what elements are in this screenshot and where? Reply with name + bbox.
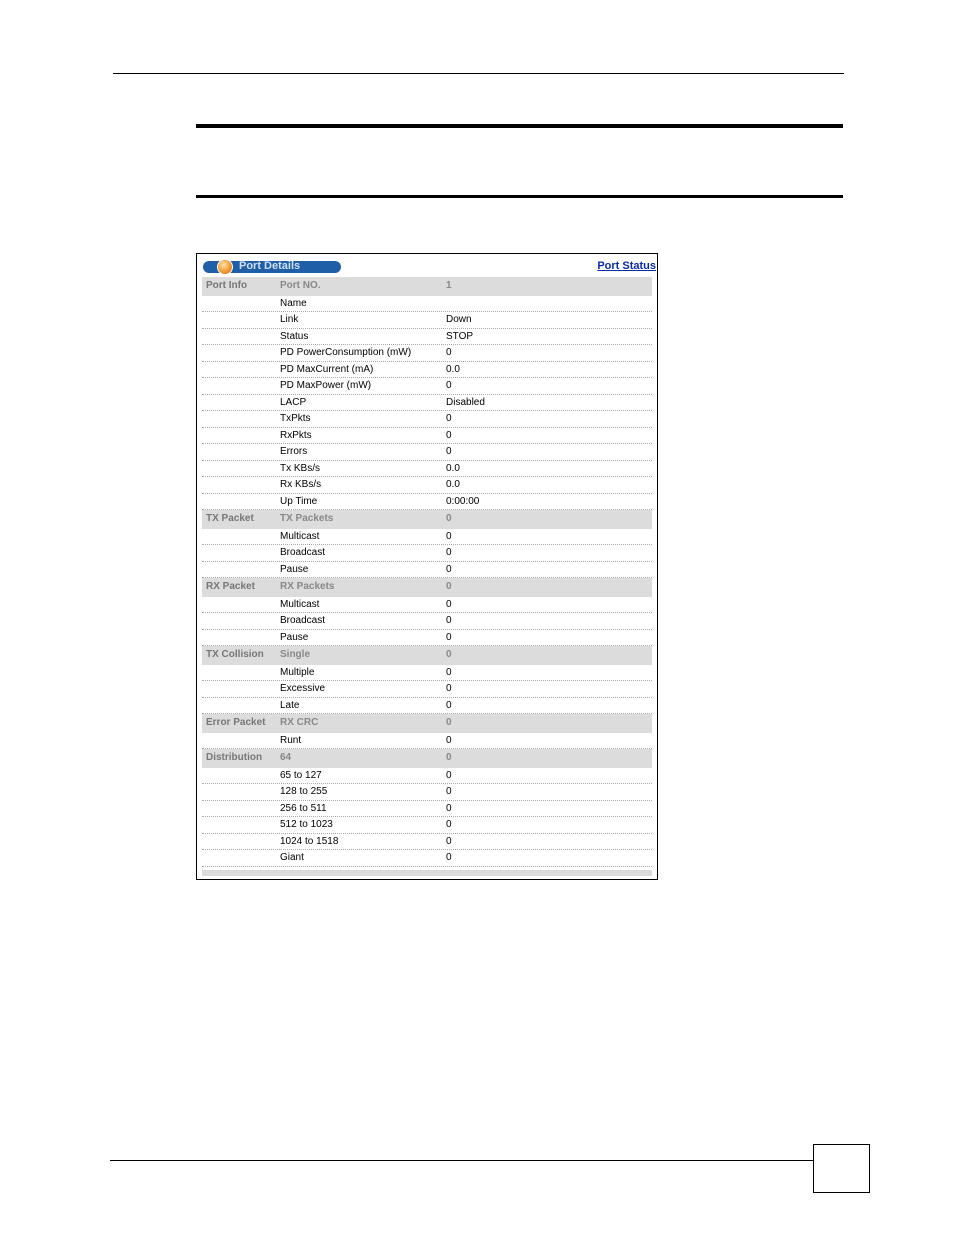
- row-field-value: 0: [446, 446, 452, 457]
- table-section-row: [202, 646, 652, 665]
- row-field-value: 0: [446, 802, 452, 814]
- row-field-label: Status: [280, 330, 309, 342]
- row-field-label: Rx KBs/s: [280, 479, 322, 490]
- row-field-value: 0: [446, 547, 452, 558]
- row-field-value: 0: [446, 347, 452, 358]
- row-field-label: Runt: [280, 734, 302, 746]
- row-field-label: Port NO.: [280, 280, 321, 291]
- row-field-label: Broadcast: [280, 547, 326, 558]
- row-group-label: TX Collision: [206, 649, 264, 660]
- row-field-value: 0: [446, 699, 452, 711]
- row-field-value: 0.0: [446, 363, 460, 375]
- port-status-link[interactable]: Port Status: [597, 260, 656, 272]
- row-field-label: Pause: [280, 631, 309, 643]
- row-field-value: 0: [446, 413, 452, 424]
- footer-rule: [110, 1160, 814, 1161]
- row-group-label: Port Info: [206, 280, 248, 291]
- table-row: [202, 545, 652, 562]
- table-row: [202, 698, 652, 715]
- row-field-label: Multicast: [280, 598, 320, 610]
- table-row: [202, 411, 652, 428]
- row-field-label: Pause: [280, 563, 309, 575]
- row-field-label: 512 to 1023: [280, 819, 333, 830]
- table-row: [202, 345, 652, 362]
- row-field-label: Late: [280, 699, 300, 711]
- table-row: [202, 395, 652, 412]
- row-field-value: Down: [446, 314, 472, 325]
- table-row: [202, 428, 652, 445]
- row-field-value: 0: [446, 717, 452, 728]
- row-field-value: 0: [446, 615, 452, 626]
- row-field-value: 0: [446, 752, 452, 763]
- panel-footer-bar: [202, 870, 652, 876]
- row-field-label: PD PowerConsumption (mW): [280, 347, 412, 358]
- table-row: [202, 296, 652, 313]
- row-field-label: RX Packets: [280, 581, 335, 592]
- row-field-value: 0: [446, 380, 452, 391]
- row-field-value: 0: [446, 769, 452, 781]
- table-row: [202, 733, 652, 750]
- row-field-label: PD MaxCurrent (mA): [280, 363, 374, 375]
- row-field-label: Tx KBs/s: [280, 462, 321, 474]
- port-details-panel: [196, 253, 658, 880]
- port-details-table: [202, 277, 652, 867]
- row-group-label: RX Packet: [206, 581, 255, 592]
- page-number-box: [813, 1144, 870, 1193]
- row-field-label: 64: [280, 752, 292, 763]
- row-field-value: 1: [446, 280, 452, 291]
- header-rule: [113, 73, 844, 74]
- row-group-label: Distribution: [206, 752, 263, 763]
- row-field-value: 0: [446, 563, 452, 575]
- table-section-row: [202, 277, 652, 296]
- table-row: [202, 681, 652, 698]
- row-field-value: Disabled: [446, 396, 485, 408]
- table-row: [202, 801, 652, 818]
- table-row: [202, 378, 652, 395]
- row-field-label: 1024 to 1518: [280, 835, 339, 847]
- row-field-value: 0.0: [446, 479, 460, 490]
- row-field-value: 0: [446, 734, 452, 746]
- table-row: [202, 494, 652, 511]
- row-field-label: TxPkts: [280, 413, 311, 424]
- row-field-label: LACP: [280, 396, 307, 408]
- table-row: [202, 630, 652, 647]
- table-row: [202, 562, 652, 579]
- row-field-value: 0.0: [446, 462, 460, 474]
- table-row: [202, 784, 652, 801]
- row-field-value: 0: [446, 530, 452, 542]
- table-row: [202, 597, 652, 614]
- row-field-label: RxPkts: [280, 429, 312, 441]
- row-field-value: 0: [446, 683, 452, 694]
- table-row: [202, 329, 652, 346]
- row-field-value: 0: [446, 429, 452, 441]
- row-field-label: 65 to 127: [280, 769, 322, 781]
- table-row: [202, 461, 652, 478]
- table-row: [202, 613, 652, 630]
- row-field-label: Link: [280, 314, 299, 325]
- row-field-value: 0: [446, 835, 452, 847]
- row-field-label: Multiple: [280, 666, 315, 678]
- row-field-value: 0: [446, 631, 452, 643]
- figure-band-bottom-rule: [196, 195, 843, 198]
- table-row: [202, 444, 652, 461]
- table-row: [202, 834, 652, 851]
- figure-band-top-rule: [196, 124, 843, 128]
- table-section-row: [202, 714, 652, 733]
- table-section-row: [202, 749, 652, 768]
- row-field-label: PD MaxPower (mW): [280, 380, 372, 391]
- table-row: [202, 477, 652, 494]
- row-group-label: Error Packet: [206, 717, 266, 728]
- row-field-value: 0: [446, 786, 452, 797]
- table-row: [202, 768, 652, 785]
- row-field-label: Excessive: [280, 683, 326, 694]
- row-field-value: 0: [446, 666, 452, 678]
- row-field-value: 0: [446, 598, 452, 610]
- row-field-value: STOP: [446, 330, 474, 342]
- row-field-label: Up Time: [280, 495, 318, 507]
- row-field-label: Errors: [280, 446, 308, 457]
- row-field-value: 0: [446, 852, 452, 863]
- table-row: [202, 817, 652, 834]
- row-field-label: Multicast: [280, 530, 320, 542]
- panel-title: Port Details: [239, 260, 301, 272]
- row-field-value: 0: [446, 513, 452, 524]
- table-row: [202, 312, 652, 329]
- row-field-label: RX CRC: [280, 717, 319, 728]
- row-field-label: 128 to 255: [280, 786, 328, 797]
- table-section-row: [202, 510, 652, 529]
- table-row: [202, 665, 652, 682]
- panel-title-bar: [203, 261, 341, 273]
- row-field-label: Broadcast: [280, 615, 326, 626]
- row-field-value: 0: [446, 819, 452, 830]
- row-field-label: TX Packets: [280, 513, 334, 524]
- row-field-value: 0:00:00: [446, 495, 480, 507]
- row-field-value: 0: [446, 649, 452, 660]
- row-field-label: Name: [280, 297, 307, 309]
- row-field-label: Giant: [280, 852, 304, 863]
- row-group-label: TX Packet: [206, 513, 254, 524]
- row-field-label: Single: [280, 649, 311, 660]
- row-field-label: 256 to 511: [280, 802, 327, 814]
- row-field-value: 0: [446, 581, 452, 592]
- table-row: [202, 362, 652, 379]
- table-row: [202, 850, 652, 867]
- table-row: [202, 529, 652, 546]
- table-section-row: [202, 578, 652, 597]
- orb-icon: [217, 259, 233, 275]
